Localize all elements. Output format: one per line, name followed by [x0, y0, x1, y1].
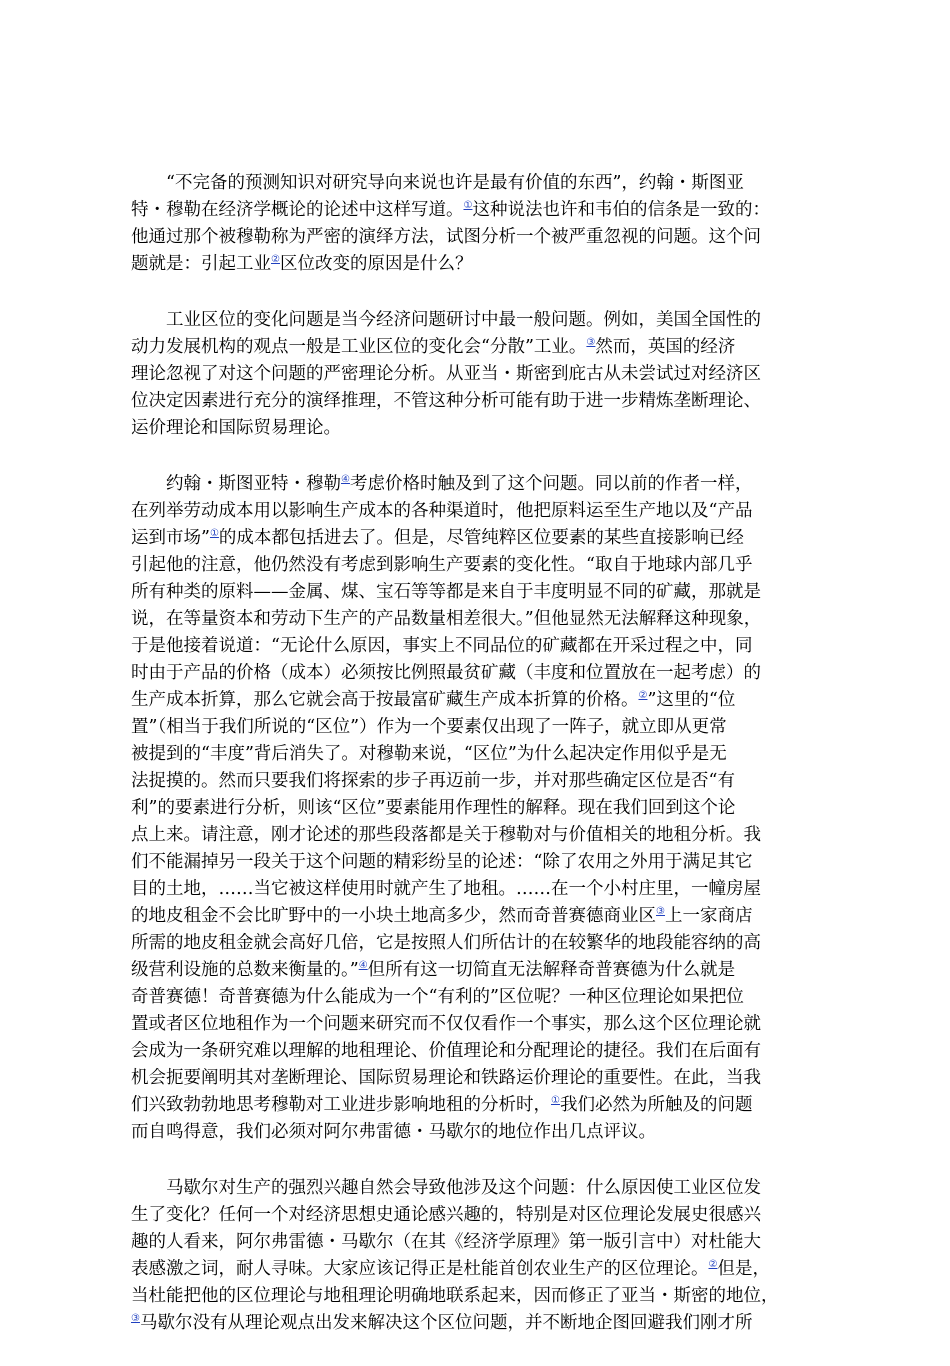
text-segment: 而自鸣得意，我们必须对阿尔弗雷德・马歇尔的地位作出几点评议。 — [131, 1122, 656, 1142]
text-segment: 理论忽视了对这个问题的严密理论分析。从亚当・斯密到庇古从未尝试过对经济区 — [131, 364, 761, 384]
text-line — [131, 1119, 827, 1146]
text-segment: 于是他接着说道：“无论什么原因，事实上不同品位的矿藏都在开采过程之中，同 — [131, 636, 753, 656]
text-line — [131, 361, 827, 388]
text-line — [131, 633, 827, 660]
text-line — [131, 170, 827, 197]
text-line — [131, 930, 827, 957]
text-segment: 当杜能把他的区位理论与地租理论明确地联系起来，因而修正了亚当・斯密的地位， — [131, 1286, 779, 1306]
text-segment: 点上来。请注意，刚才论述的那些段落都是关于穆勒对与价值相关的地租分析。我 — [131, 825, 761, 845]
text-segment: 运到市场” — [131, 528, 210, 548]
text-segment: 但是， — [717, 1259, 770, 1279]
text-line — [131, 1202, 827, 1229]
text-segment: 被提到的“丰度”背后消失了。对穆勒来说，“区位”为什么起决定作用似乎是无 — [131, 744, 727, 764]
text-segment: 动力发展机构的观点一般是工业区位的变化会“分散”工业。 — [131, 337, 587, 357]
text-line — [131, 849, 827, 876]
text-segment: 所有种类的原料——金属、煤、宝石等等都是来自于丰度明显不同的矿藏，那就是 — [131, 582, 761, 602]
paragraph — [131, 170, 827, 278]
text-line — [131, 1011, 827, 1038]
text-segment: 级营利设施的总数来衡量的。” — [131, 960, 359, 980]
text-line — [131, 525, 827, 552]
text-segment: 表感激之词，耐人寻味。大家应该记得正是杜能首创农业生产的区位理论。 — [131, 1259, 709, 1279]
text-line — [131, 822, 827, 849]
text-segment: 的成本都包括进去了。但是，尽管纯粹区位要素的某些直接影响已经 — [218, 528, 744, 548]
paragraph — [131, 1175, 827, 1337]
text-segment: 区位改变的原因是什么？ — [279, 254, 473, 274]
text-segment: 置”（相当于我们所说的“区位”）作为一个要素仅出现了一阵子，就立即从更常 — [131, 717, 727, 737]
text-segment: 位决定因素进行充分的演绎推理，不管这种分析可能有助于进一步精炼垄断理论、 — [131, 391, 761, 411]
text-segment: 生了变化？任何一个对经济思想史通论感兴趣的，特别是对区位理论发展史很感兴 — [131, 1205, 761, 1225]
text-segment: 考虑价格时触及到了这个问题。同以前的作者一样， — [349, 474, 753, 494]
text-line — [131, 579, 827, 606]
footnote-link[interactable]: ④ — [341, 474, 350, 486]
text-line — [131, 606, 827, 633]
text-line — [131, 498, 827, 525]
text-segment: 马歇尔对生产的强烈兴趣自然会导致他涉及这个问题：什么原因使工业区位发 — [166, 1178, 761, 1198]
footnote-link[interactable]: ③ — [586, 337, 596, 349]
text-line — [131, 768, 827, 795]
text-segment: 说，在等量资本和劳动下生产的产品数量相差很大。”但他显然无法解释这种现象， — [131, 609, 762, 629]
text-segment: 在列举劳动成本用以影响生产成本的各种渠道时，他把原料运至生产地以及“产品 — [131, 501, 753, 521]
text-segment: 时由于产品的价格（成本）必须按比例照最贫矿藏（丰度和位置放在一起考虑）的 — [131, 663, 761, 683]
text-line — [131, 957, 827, 984]
text-line — [131, 224, 827, 251]
text-segment: 我们必然为所触及的问题 — [559, 1095, 753, 1115]
text-segment: 运价理论和国际贸易理论。 — [131, 418, 341, 438]
footnote-link[interactable]: ① — [463, 200, 473, 212]
text-line — [131, 1065, 827, 1092]
text-line — [131, 1092, 827, 1119]
text-segment: 约翰・斯图亚特・穆勒 — [166, 474, 341, 494]
text-segment: 工业区位的变化问题是当今经济问题研讨中最一般问题。例如，美国全国性的 — [166, 310, 761, 330]
footnote-link[interactable]: ① — [551, 1095, 560, 1107]
text-line — [131, 795, 827, 822]
text-segment: 们兴致勃勃地思考穆勒对工业进步影响地租的分析时， — [131, 1095, 551, 1115]
text-line — [131, 471, 827, 498]
text-line — [131, 197, 827, 224]
text-line — [131, 388, 827, 415]
footnote-link[interactable]: ① — [209, 528, 219, 540]
text-line — [131, 1229, 827, 1256]
text-segment: 置或者区位地租作为一个问题来研究而不仅仅看作一个事实，那么这个区位理论就 — [131, 1014, 761, 1034]
text-line — [131, 1283, 827, 1310]
text-line — [131, 1038, 827, 1065]
text-line — [131, 876, 827, 903]
text-line — [131, 552, 827, 579]
text-segment: 他通过那个被穆勒称为严密的演绎方法，试图分析一个被严重忽视的问题。这个问 — [131, 227, 761, 247]
text-line — [131, 984, 827, 1011]
text-segment: 的地皮租金不会比旷野中的一小块土地高多少，然而奇普赛德商业区 — [131, 906, 656, 926]
text-line — [131, 334, 827, 361]
text-line — [131, 251, 827, 278]
footnote-link[interactable]: ④ — [358, 960, 368, 972]
footnote-link[interactable]: ② — [271, 254, 280, 266]
text-segment: 机会扼要阐明其对垄断理论、国际贸易理论和铁路运价理论的重要性。在此，当我 — [131, 1068, 761, 1088]
text-segment: 趣的人看来，阿尔弗雷德・马歇尔（在其《经济学原理》第一版引言中）对杜能大 — [131, 1232, 761, 1252]
text-segment: 上一家商店 — [664, 906, 753, 926]
text-line — [131, 1175, 827, 1202]
document-body — [131, 170, 827, 1366]
text-segment: 法捉摸的。然而只要我们将探索的步子再迈前一步，并对那些确定区位是否“有 — [131, 771, 735, 791]
text-segment: 们不能漏掉另一段关于这个问题的精彩纷呈的论述：“除了农用之外用于满足其它 — [131, 852, 753, 872]
text-line — [131, 660, 827, 687]
footnote-link[interactable]: ③ — [656, 906, 665, 918]
text-line — [131, 903, 827, 930]
text-segment: 题就是：引起工业 — [131, 254, 271, 274]
text-segment: 特・穆勒在经济学概论的论述中这样写道。 — [131, 200, 464, 220]
text-line — [131, 741, 827, 768]
text-segment: 马歇尔没有从理论观点出发来解决这个区位问题，并不断地企图回避我们刚才所 — [139, 1313, 753, 1333]
text-segment: 目的土地，……当它被这样使用时就产生了地租。……在一个小村庄里，一幢房屋 — [131, 879, 761, 899]
text-segment: 引起他的注意，他仍然没有考虑到影响生产要素的变化性。“取自于地球内部几乎 — [131, 555, 753, 575]
text-line — [131, 307, 827, 334]
text-segment: 会成为一条研究难以理解的地租理论、价值理论和分配理论的捷径。我们在后面有 — [131, 1041, 761, 1061]
text-segment: 所需的地皮租金就会高好几倍，它是按照人们所估计的在较繁华的地段能容纳的高 — [131, 933, 761, 953]
text-segment: ”这里的“位 — [647, 690, 736, 710]
text-segment: 奇普赛德！奇普赛德为什么能成为一个“有利的”区位呢？一种区位理论如果把位 — [131, 987, 744, 1007]
text-line — [131, 1310, 827, 1337]
text-segment: 这种说法也许和韦伯的信条是一致的： — [472, 200, 770, 220]
text-line — [131, 714, 827, 741]
footnote-link[interactable]: ② — [638, 690, 648, 702]
text-segment: 但所有这一切简直无法解释奇普赛德为什么就是 — [367, 960, 736, 980]
text-segment: 然而，英国的经济 — [595, 337, 736, 357]
text-segment: “不完备的预测知识对研究导向来说也许是最有价值的东西”，约翰・斯图亚 — [166, 173, 744, 193]
paragraph — [131, 307, 827, 442]
text-line — [131, 1256, 827, 1283]
footnote-link[interactable]: ② — [708, 1259, 718, 1271]
text-segment: 利”的要素进行分析，则该“区位”要素能用作理性的解释。现在我们回到这个论 — [131, 798, 736, 818]
text-segment: 生产成本折算，那么它就会高于按最富矿藏生产成本折算的价格。 — [131, 690, 639, 710]
text-line — [131, 415, 827, 442]
text-line — [131, 687, 827, 714]
paragraph — [131, 471, 827, 1146]
footnote-link[interactable]: ③ — [131, 1313, 140, 1325]
